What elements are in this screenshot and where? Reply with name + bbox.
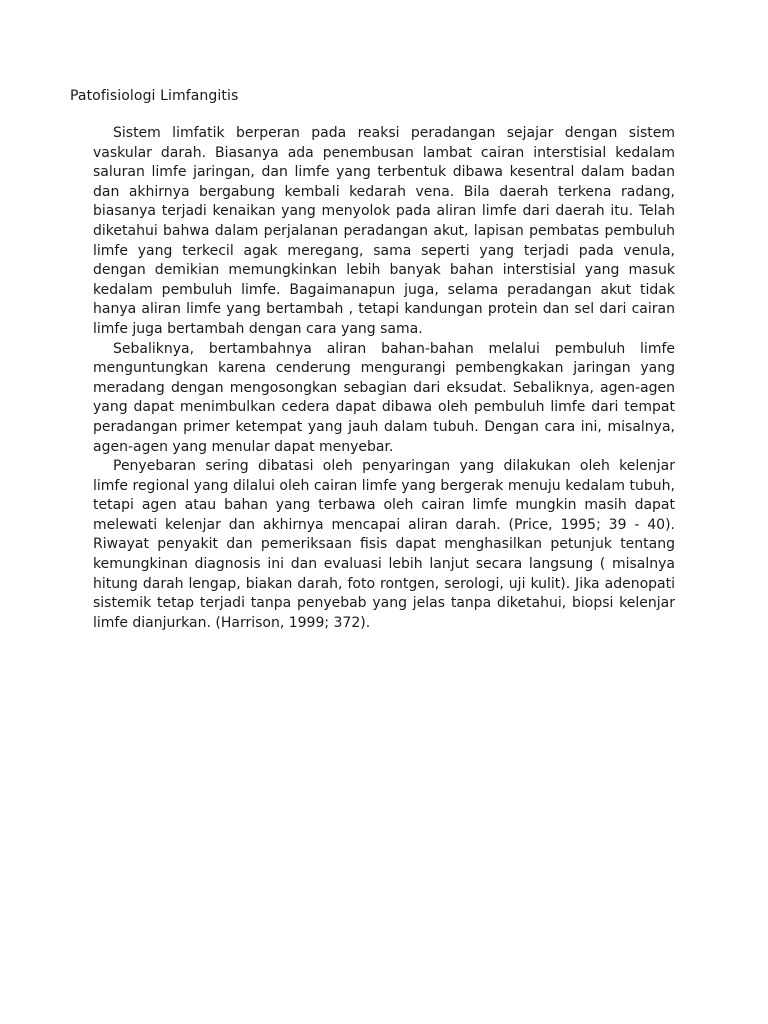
body-paragraph: Sistem limfatik berperan pada reaksi peradangan sejajar dengan sistem vaskular darah. Biasanya ada penembusan lambat cairan interstisial kedalam saluran limfe jaringan, dan limfe yang terbentuk dibawa kesentral dalam badan dan akhirnya bergabung kembali kedarah vena. Bila daerah terkena radang, biasanya terjadi kenaikan yang menyolok pada aliran limfe dari daerah itu. Telah diketahui bahwa dalam perjalanan peradangan akut, lapisan pembatas pembuluh limfe yang terkecil agak meregang, sama seperti yang terjadi pada venula, dengan demikian memungkinkan lebih banyak bahan interstisial yang masuk kedalam pembuluh limfe. Bagaimanapun juga, selama peradangan akut tidak hanya aliran limfe yang bertambah , tetapi kandungan protein dan sel dari cairan limfe juga bertambah dengan cara yang sama.: [93, 125, 675, 337]
document-title: Patofisiologi Limfangitis: [70, 88, 239, 104]
document-body: [93, 124, 675, 633]
body-paragraph: Penyebaran sering dibatasi oleh penyaringan yang dilakukan oleh kelenjar limfe regional yang dilalui oleh cairan limfe yang bergerak menuju kedalam tubuh, tetapi agen atau bahan yang terbawa oleh cairan limfe mungkin masih dapat melewati kelenjar dan akhirnya mencapai aliran darah. (Price, 1995; 39 - 40). Riwayat penyakit dan pemeriksaan fisis dapat menghasilkan petunjuk tentang kemungkinan diagnosis ini dan evaluasi lebih lanjut secara langsung ( misalnya hitung darah lengap, biakan darah, foto rontgen, serologi, uji kulit). Jika adenopati sistemik tetap terjadi tanpa penyebab yang jelas tanpa diketahui, biopsi kelenjar limfe dianjurkan. (Harrison, 1999; 372).: [93, 458, 675, 631]
body-paragraph: Sebaliknya, bertambahnya aliran bahan-bahan melalui pembuluh limfe menguntungkan karena cenderung mengurangi pembengkakan jaringan yang meradang dengan mengosongkan sebagian dari eksudat. Sebaliknya, agen-agen yang dapat menimbulkan cedera dapat dibawa oleh pembuluh limfe dari tempat peradangan primer ketempat yang jauh dalam tubuh. Dengan cara ini, misalnya, agen-agen yang menular dapat menyebar.: [93, 340, 675, 455]
